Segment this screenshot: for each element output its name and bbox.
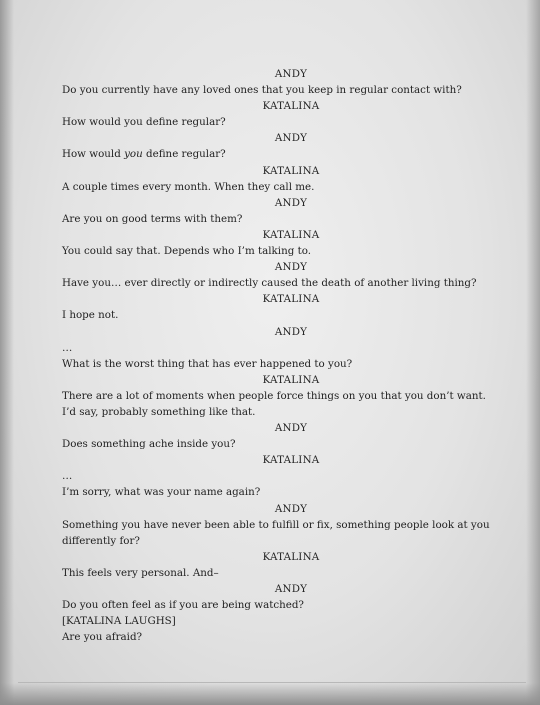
script-page (62, 66, 502, 645)
dialogue-line: This feels very personal. And– (62, 566, 219, 579)
dialogue-line: Do you currently have any loved ones that you keep in regular contact with? (62, 84, 462, 97)
dialogue-emphasis: you (124, 148, 143, 161)
dialogue-line: … (62, 341, 73, 354)
speaker-name: ANDY (274, 261, 308, 274)
dialogue-line: There are a lot of moments when people force things on you that you don’t want. I’d say, probably something like that. (62, 389, 486, 418)
dialogue-line: Are you afraid? (62, 631, 143, 644)
dialogue-text: define regular? (142, 148, 226, 161)
dialogue-line: How would you define regular? (62, 116, 226, 129)
speaker-name: KATALINA (262, 100, 320, 113)
speaker-name: ANDY (274, 196, 308, 209)
stage-direction: [KATALINA LAUGHS] (62, 615, 176, 628)
speaker-name: ANDY (274, 502, 308, 515)
dialogue-line: I hope not. (62, 309, 119, 322)
page-edge-right (526, 0, 540, 705)
speaker-name: ANDY (274, 132, 308, 145)
dialogue-line: … (62, 470, 73, 483)
dialogue-line: Does something ache inside you? (62, 438, 236, 451)
speaker-name: KATALINA (262, 164, 320, 177)
page-edge-bottom (0, 683, 540, 705)
speaker-name: KATALINA (262, 373, 320, 386)
speaker-name: ANDY (274, 422, 308, 435)
speaker-name: KATALINA (262, 293, 320, 306)
dialogue-line: Are you on good terms with them? (62, 212, 243, 225)
speaker-name: KATALINA (262, 454, 320, 467)
dialogue-line: Have you… ever directly or indirectly caused the death of another living thing? (62, 277, 477, 290)
dialogue-line: I’m sorry, what was your name again? (62, 486, 261, 499)
page-edge-left (0, 0, 14, 705)
dialogue-line: A couple times every month. When they call me. (62, 180, 315, 193)
dialogue-line: You could say that. Depends who I’m talking to. (62, 245, 312, 258)
dialogue-line: Do you often feel as if you are being watched? (62, 599, 304, 612)
speaker-name: ANDY (274, 325, 308, 338)
speaker-name: ANDY (274, 68, 308, 80)
dialogue-text: How would (62, 148, 125, 161)
dialogue-line (62, 146, 502, 162)
dialogue-line: Something you have never been able to fulfill or fix, something people look at you differently for? (62, 518, 490, 547)
speaker-name: KATALINA (262, 550, 320, 563)
speaker-name: KATALINA (262, 228, 320, 241)
page-fold-line (18, 682, 526, 683)
dialogue-line: What is the worst thing that has ever happened to you? (62, 357, 353, 370)
speaker-name: ANDY (274, 583, 308, 595)
